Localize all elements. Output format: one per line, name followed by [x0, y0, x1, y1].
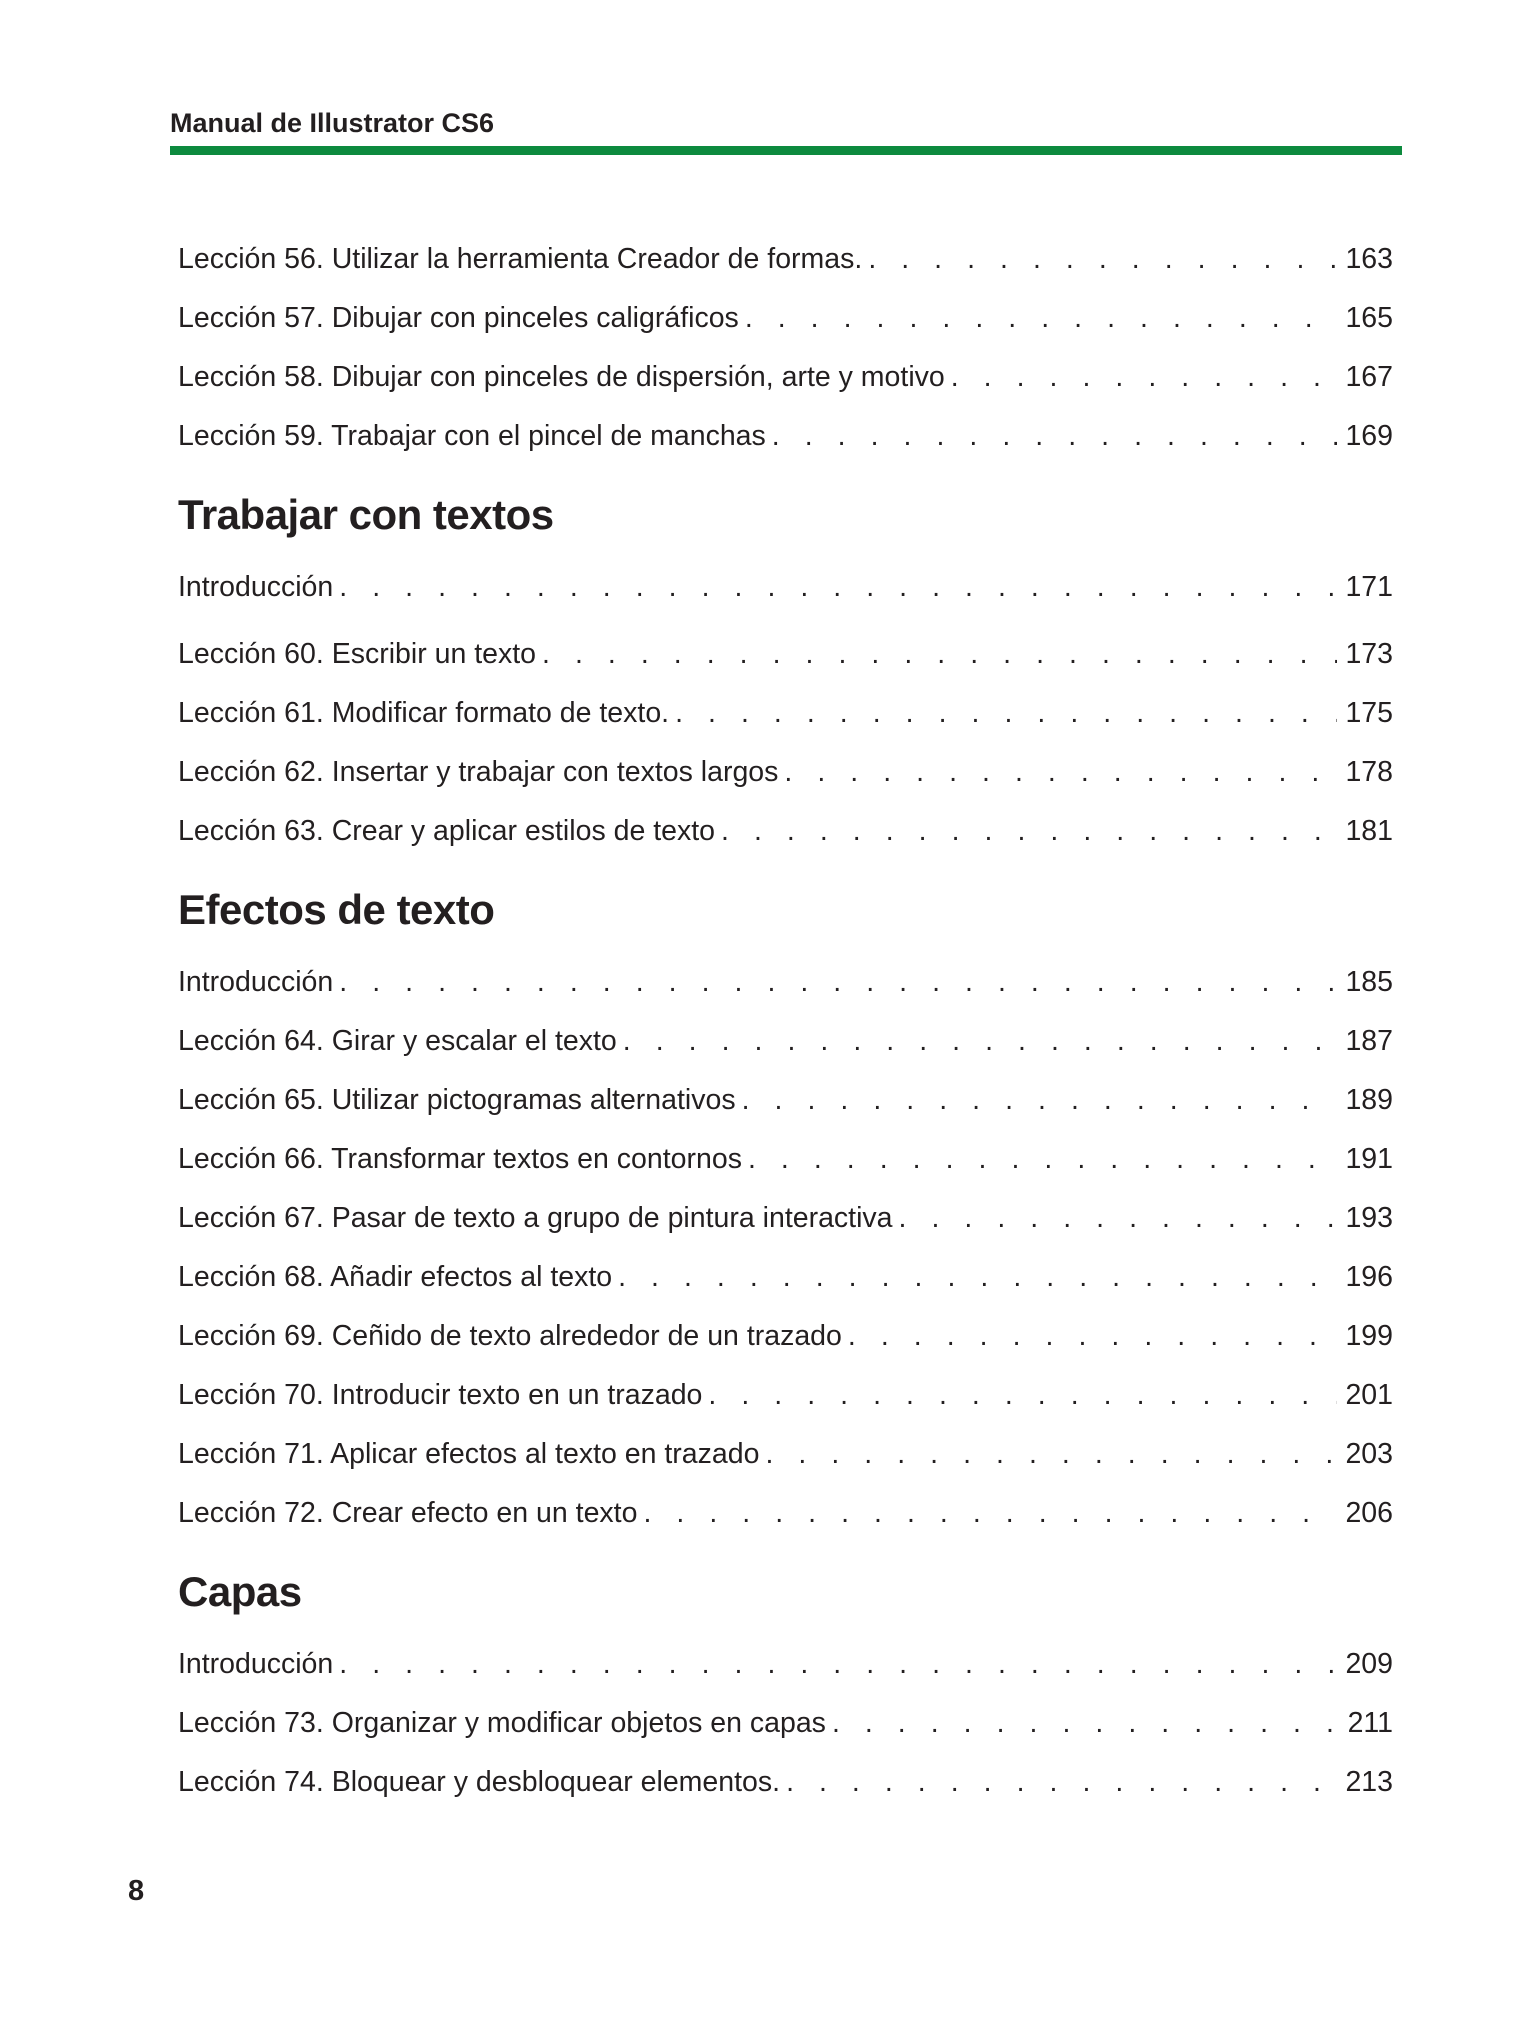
toc-entry: [178, 1248, 1393, 1307]
toc-entry-title: Lección 66. Transformar textos en contornos: [178, 1143, 742, 1175]
dot-leader: [623, 1012, 1338, 1071]
toc-entry: [178, 1484, 1393, 1543]
section-heading: Capas: [178, 1568, 302, 1615]
dot-leader: [772, 407, 1338, 466]
toc-entry: [178, 802, 1393, 861]
toc-entry: [178, 1425, 1393, 1484]
toc-entry-page: 173: [1345, 638, 1393, 670]
toc-entry-title: Lección 59. Trabajar con el pincel de manchas: [178, 420, 766, 452]
toc-entry: [178, 625, 1393, 684]
toc-entry-page: 191: [1345, 1143, 1393, 1175]
dot-leader: [708, 1366, 1337, 1425]
toc-entry-page: 213: [1345, 1766, 1393, 1798]
dot-leader: [765, 1425, 1337, 1484]
toc-entry-page: 209: [1345, 1648, 1393, 1680]
toc-entry-page: 175: [1345, 697, 1393, 729]
toc-entry-title: Lección 70. Introducir texto en un trazado: [178, 1379, 703, 1411]
toc-entry-title: Lección 62. Insertar y trabajar con textos largos: [178, 756, 779, 788]
toc-entry: [178, 289, 1393, 348]
dot-leader: [848, 1307, 1338, 1366]
toc-entry-page: 181: [1345, 815, 1393, 847]
toc-entry-title: Lección 58. Dibujar con pinceles de dispersión, arte y motivo: [178, 361, 945, 393]
toc-entry: [178, 953, 1393, 1012]
dot-leader: [748, 1130, 1337, 1189]
toc-entry-title: Lección 73. Organizar y modificar objetos en capas: [178, 1707, 826, 1739]
toc-entry: [178, 230, 1393, 289]
dot-leader: [745, 289, 1338, 348]
toc-entry: [178, 1071, 1393, 1130]
toc-entry-title: Introducción: [178, 1648, 334, 1680]
dot-leader: [899, 1189, 1338, 1248]
toc-entry: [178, 1753, 1393, 1812]
toc-entry: [178, 1694, 1393, 1753]
dot-leader: [868, 230, 1337, 289]
toc-entry: [178, 684, 1393, 743]
section-heading: Efectos de texto: [178, 886, 495, 933]
toc-entry-page: 201: [1345, 1379, 1393, 1411]
toc-entry-title: Introducción: [178, 966, 334, 998]
toc-entry: [178, 348, 1393, 407]
toc-entry: [178, 1012, 1393, 1071]
toc-entry-page: 178: [1345, 756, 1393, 788]
toc-entry: [178, 743, 1393, 802]
toc-entry-page: 196: [1345, 1261, 1393, 1293]
toc-entry: [178, 407, 1393, 466]
toc-entry-title: Lección 60. Escribir un texto: [178, 638, 537, 670]
toc-entry-title: Lección 71. Aplicar efectos al texto en trazado: [178, 1438, 760, 1470]
toc-entry-page: 165: [1345, 302, 1393, 334]
toc-entry-title: Lección 61. Modificar formato de texto.: [178, 697, 670, 729]
dot-leader: [721, 802, 1337, 861]
running-header: Manual de Illustrator CS6: [170, 108, 495, 138]
toc-entry-title: Lección 57. Dibujar con pinceles caligráficos: [178, 302, 739, 334]
toc-entry: [178, 1130, 1393, 1189]
toc-entry-title: Lección 64. Girar y escalar el texto: [178, 1025, 617, 1057]
toc-entry: [178, 1635, 1393, 1694]
toc-entry-title: Lección 74. Bloquear y desbloquear elementos.: [178, 1766, 781, 1798]
dot-leader: [786, 1753, 1337, 1812]
toc-entry-page: 206: [1345, 1497, 1393, 1529]
toc-entry: [178, 1366, 1393, 1425]
dot-leader: [675, 684, 1337, 743]
dot-leader: [784, 743, 1337, 802]
toc-entry-title: Introducción: [178, 571, 334, 603]
dot-leader: [742, 1071, 1338, 1130]
toc-entry-page: 169: [1345, 420, 1393, 452]
toc-entry-page: 193: [1345, 1202, 1393, 1234]
toc-entry-title: Lección 67. Pasar de texto a grupo de pintura interactiva: [178, 1202, 893, 1234]
toc-entry-title: Lección 56. Utilizar la herramienta Creador de formas.: [178, 243, 863, 275]
toc-entry-page: 199: [1345, 1320, 1393, 1352]
toc-entry-title: Lección 68. Añadir efectos al texto: [178, 1261, 613, 1293]
dot-leader: [339, 1635, 1337, 1694]
section-heading: Trabajar con textos: [178, 491, 554, 538]
toc-entry-page: 163: [1345, 243, 1393, 275]
toc-entry-title: Lección 65. Utilizar pictogramas alternativos: [178, 1084, 736, 1116]
table-of-contents: [178, 230, 1393, 1812]
toc-entry-page: 167: [1345, 361, 1393, 393]
toc-entry-page: 187: [1345, 1025, 1393, 1057]
toc-entry: [178, 1307, 1393, 1366]
toc-entry-page: 171: [1345, 571, 1393, 603]
toc-entry-page: 203: [1345, 1438, 1393, 1470]
toc-entry-title: Lección 63. Crear y aplicar estilos de texto: [178, 815, 716, 847]
dot-leader: [643, 1484, 1337, 1543]
toc-entry-page: 211: [1347, 1707, 1393, 1739]
dot-leader: [339, 558, 1337, 617]
toc-entry-title: Lección 72. Crear efecto en un texto: [178, 1497, 638, 1529]
dot-leader: [832, 1694, 1340, 1753]
dot-leader: [339, 953, 1337, 1012]
header-rule: [170, 146, 1402, 155]
dot-leader: [542, 625, 1337, 684]
page-number: 8: [128, 1875, 145, 1907]
toc-entry: [178, 558, 1393, 617]
toc-entry-page: 185: [1345, 966, 1393, 998]
dot-leader: [951, 348, 1338, 407]
toc-entry: [178, 1189, 1393, 1248]
dot-leader: [618, 1248, 1337, 1307]
toc-entry-title: Lección 69. Ceñido de texto alrededor de un trazado: [178, 1320, 842, 1352]
toc-entry-page: 189: [1345, 1084, 1393, 1116]
